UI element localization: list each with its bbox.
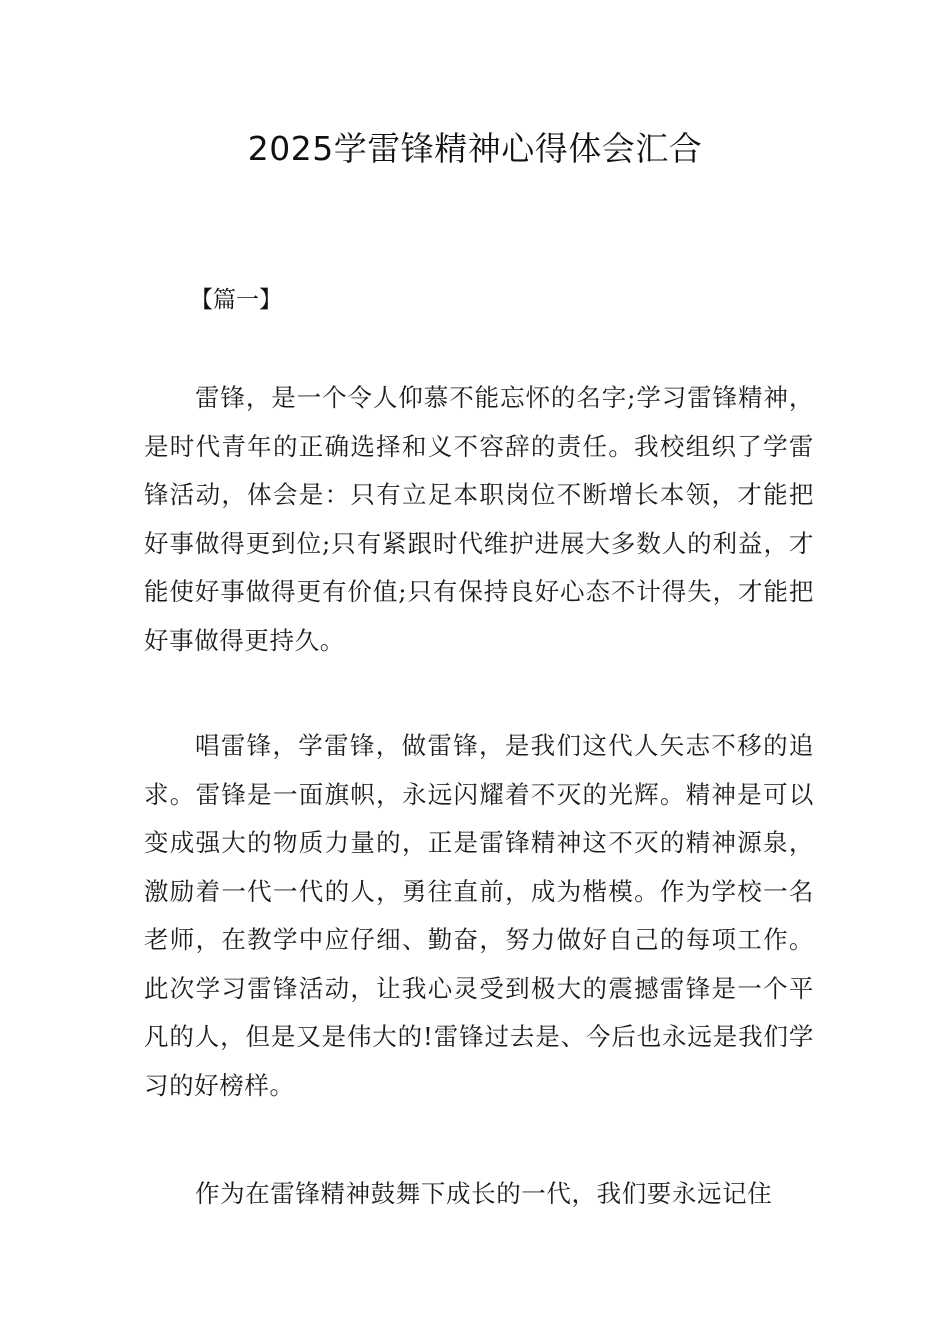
document-title: 2025学雷锋精神心得体会汇合 — [247, 129, 703, 168]
paragraph-1: 雷锋，是一个令人仰慕不能忘怀的名字;学习雷锋精神，是时代青年的正确选择和义不容辞的责任。我校组织了学雷锋活动，体会是：只有立足本职岗位不断增长本领，才能把好事做得更到位;只有紧跟时代维护进展大多数人的利益，才能使好事做得更有价值;只有保持良好心态不计得失，才能把好事做得更持久。 — [144, 383, 814, 655]
section-heading: 【篇一】 — [190, 287, 282, 313]
paragraph-3: 作为在雷锋精神鼓舞下成长的一代，我们要永远记住 — [195, 1179, 773, 1208]
paragraph-2: 唱雷锋，学雷锋，做雷锋，是我们这代人矢志不移的追求。雷锋是一面旗帜，永远闪耀着不灭的光辉。精神是可以变成强大的物质力量的，正是雷锋精神这不灭的精神源泉，激励着一代一代的人，勇往直前，成为楷模。作为学校一名老师，在教学中应仔细、勤奋，努力做好自己的每项工作。此次学习雷锋活动，让我心灵受到极大的震撼雷锋是一个平凡的人，但是又是伟大的!雷锋过去是、今后也永远是我们学习的好榜样。 — [144, 731, 814, 1100]
